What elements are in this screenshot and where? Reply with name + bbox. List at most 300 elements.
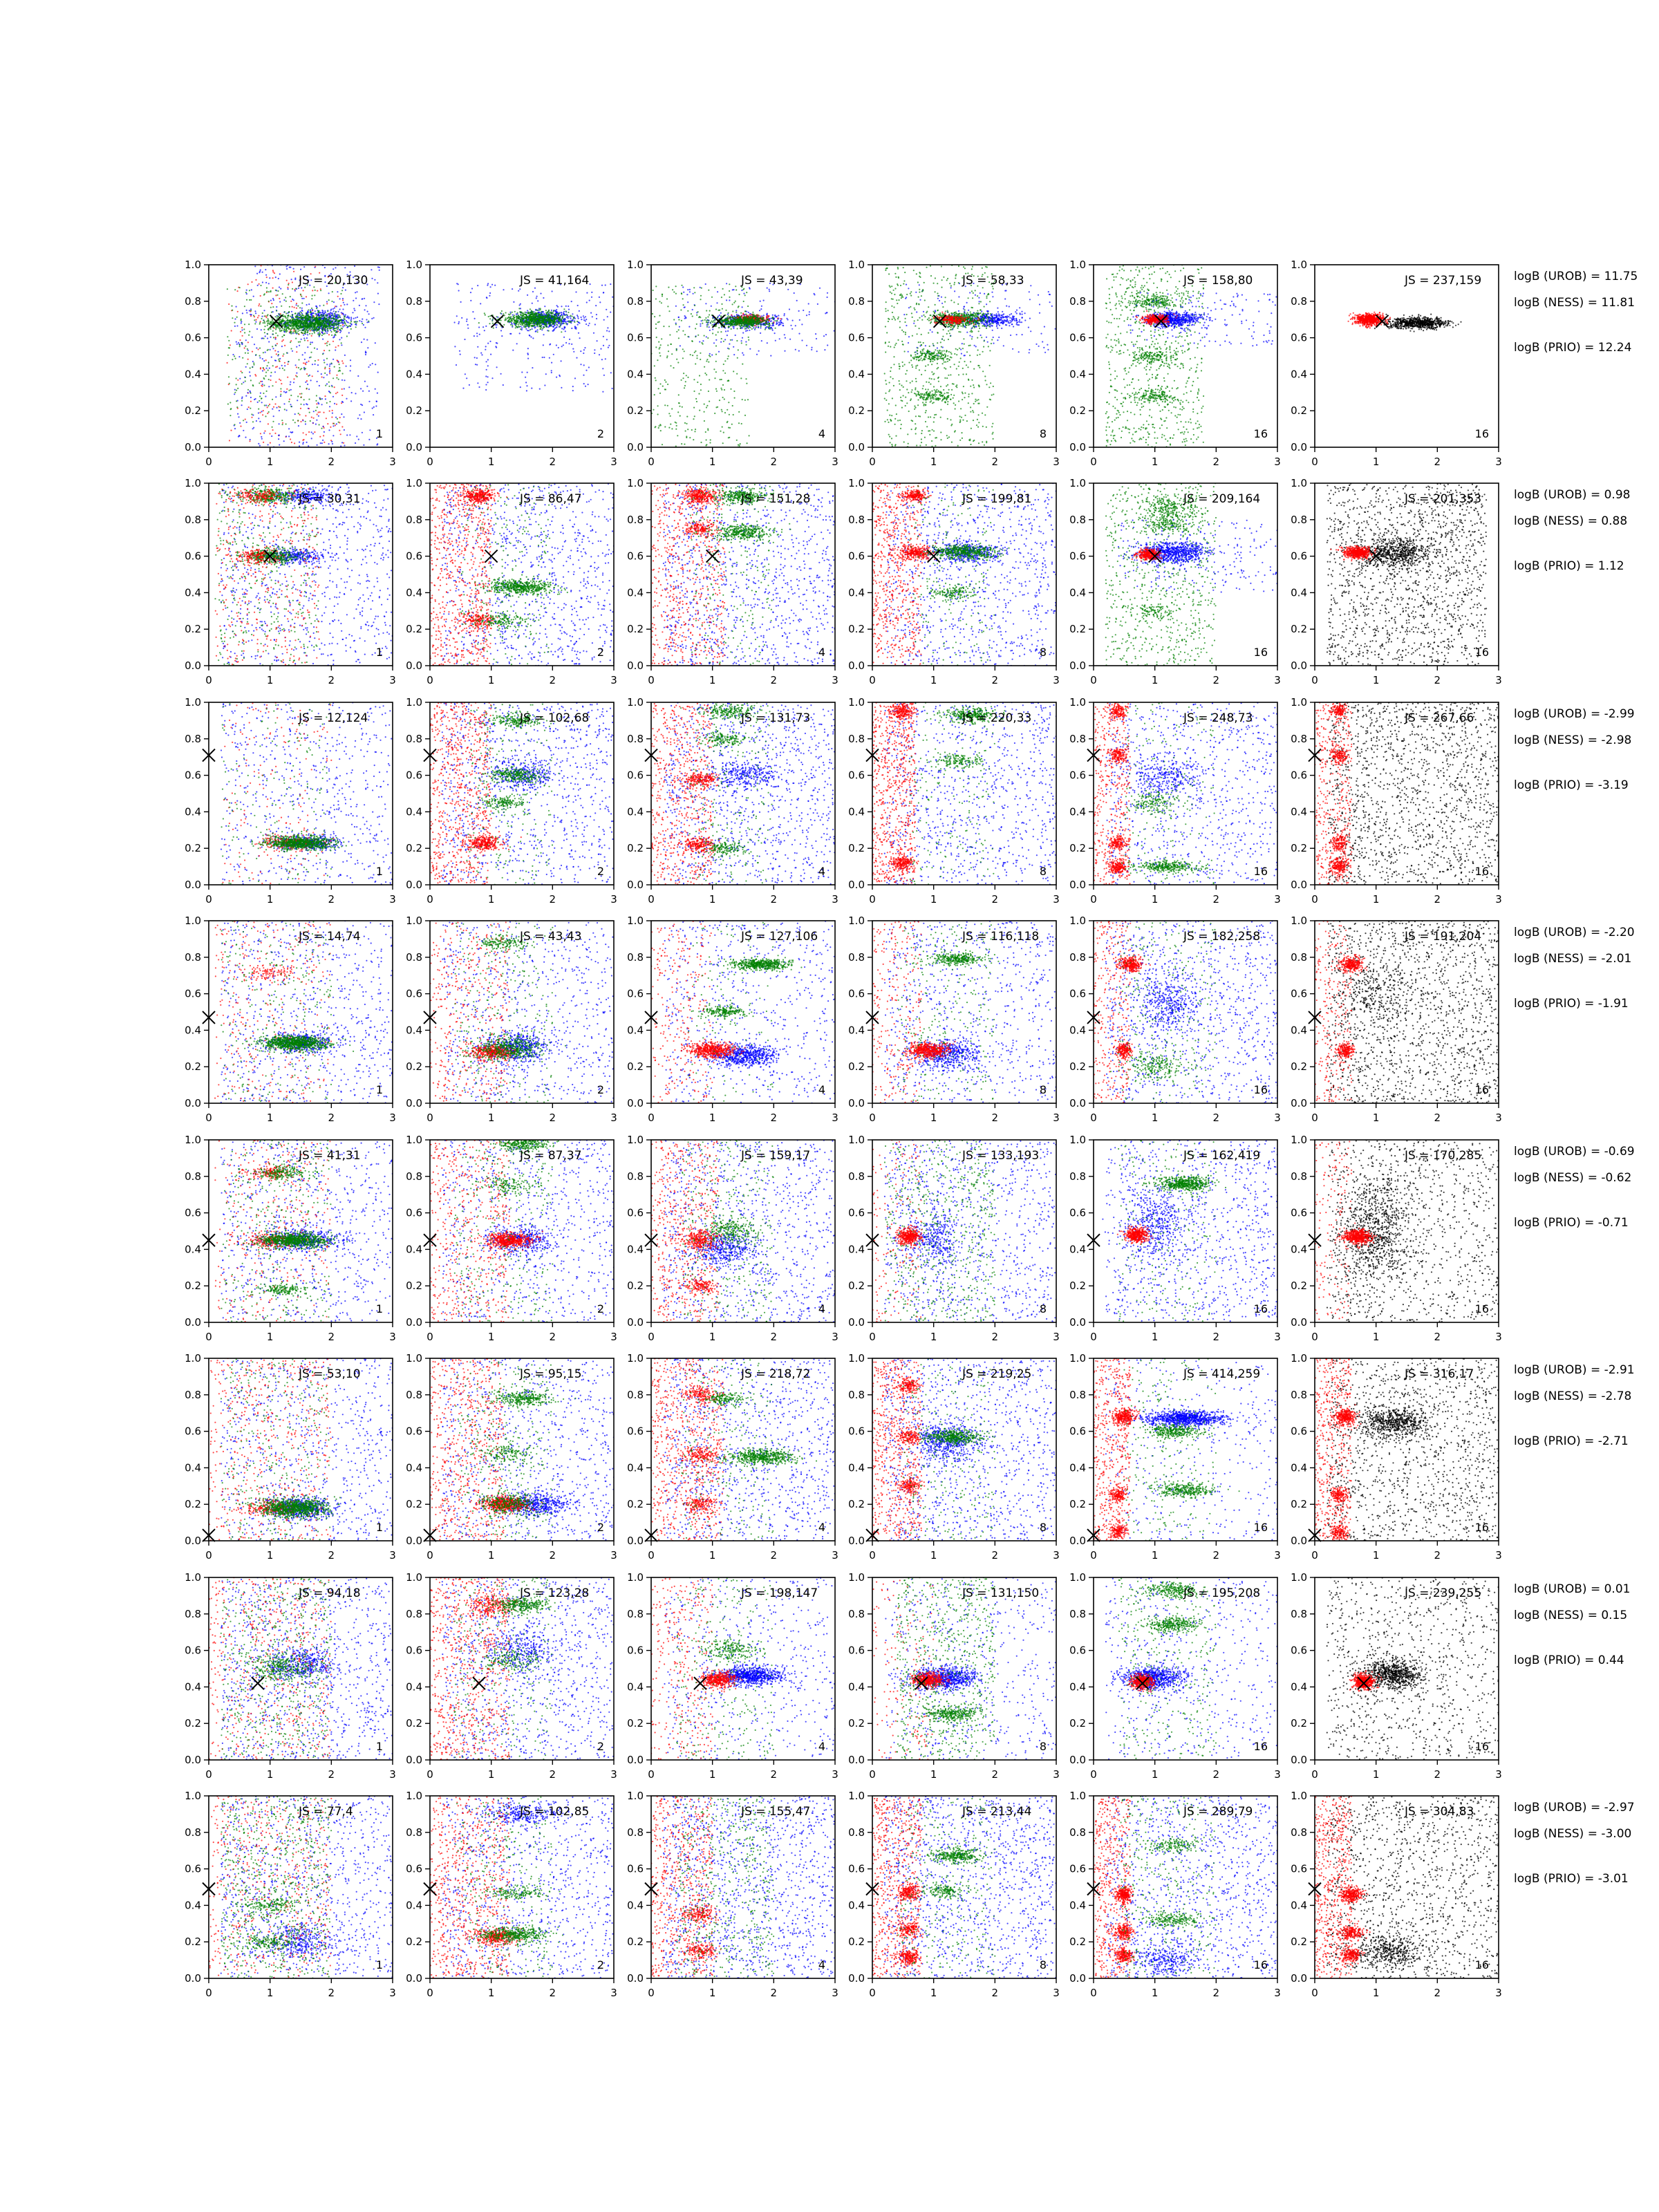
scatter-point <box>284 311 285 312</box>
scatter-point <box>266 291 268 292</box>
scatter-point <box>724 373 726 374</box>
scatter-point <box>687 429 688 430</box>
scatter-point <box>333 301 335 303</box>
scatter-point <box>260 306 261 307</box>
scatter-point <box>552 312 554 313</box>
scatter-point <box>329 401 330 402</box>
scatter-point <box>364 411 365 413</box>
scatter-point <box>700 295 702 297</box>
scatter-point <box>301 332 302 333</box>
scatter-point <box>245 353 246 354</box>
scatter-point <box>317 348 318 350</box>
scatter-point <box>334 366 335 368</box>
scatter-point <box>545 373 547 375</box>
scatter-point <box>237 290 238 292</box>
scatter-point <box>254 323 256 324</box>
scatter-point <box>341 321 342 323</box>
scatter-point <box>303 399 305 400</box>
scatter-point <box>561 331 562 332</box>
scatter-point <box>270 372 272 373</box>
scatter-point <box>377 293 379 294</box>
scatter-point <box>281 306 282 307</box>
scatter-point <box>340 293 341 294</box>
scatter-point <box>263 393 264 394</box>
scatter-point <box>662 294 663 295</box>
scatter-point <box>518 308 520 309</box>
scatter-point <box>275 276 276 278</box>
scatter-point <box>527 317 529 319</box>
scatter-point <box>782 325 784 326</box>
scatter-point <box>590 312 592 314</box>
scatter-point <box>294 328 295 329</box>
scatter-point <box>519 304 521 306</box>
scatter-point <box>349 434 350 435</box>
scatter-point <box>774 321 775 323</box>
scatter-point <box>732 310 733 312</box>
scatter-point <box>337 392 338 393</box>
scatter-point <box>332 435 334 436</box>
scatter-point <box>290 348 292 349</box>
scatter-point <box>531 388 532 389</box>
scatter-point <box>292 314 293 315</box>
scatter-point <box>281 383 282 384</box>
scatter-point <box>288 315 289 316</box>
scatter-point <box>671 408 673 409</box>
scatter-point <box>360 418 362 420</box>
scatter-point <box>245 437 246 438</box>
scatter-point <box>726 299 727 301</box>
scatter-point <box>458 290 460 291</box>
scatter-point <box>305 330 306 332</box>
scatter-point <box>312 320 314 321</box>
scatter-point <box>335 424 336 426</box>
scatter-point <box>298 425 299 427</box>
scatter-point <box>803 310 804 311</box>
scatter-point <box>306 337 308 339</box>
scatter-point <box>529 308 531 310</box>
scatter-point <box>339 298 341 299</box>
scatter-point <box>229 344 231 346</box>
scatter-point <box>534 327 536 328</box>
scatter-point <box>276 366 278 367</box>
scatter-point <box>297 420 299 421</box>
scatter-point <box>470 292 471 293</box>
scatter-point <box>521 371 523 373</box>
scatter-point <box>704 373 706 374</box>
scatter-point <box>268 386 270 387</box>
scatter-point <box>574 326 576 327</box>
scatter-point <box>331 335 332 336</box>
scatter-point <box>288 401 290 402</box>
scatter-point <box>317 328 319 330</box>
scatter-point <box>318 317 319 319</box>
scatter-point <box>300 404 301 405</box>
scatter-point <box>694 352 695 353</box>
scatter-point <box>503 313 504 315</box>
scatter-point <box>379 270 380 271</box>
scatter-point <box>720 388 722 389</box>
scatter-point <box>603 292 604 293</box>
scatter-point <box>586 292 588 294</box>
scatter-point <box>305 423 306 424</box>
scatter-point <box>548 315 550 317</box>
scatter-point <box>364 381 366 382</box>
scatter-point <box>253 362 254 364</box>
scatter-point <box>250 408 251 409</box>
scatter-point <box>780 318 781 319</box>
scatter-point <box>274 316 276 317</box>
scatter-point <box>227 403 229 404</box>
scatter-point <box>323 377 324 378</box>
scatter-point <box>664 426 666 427</box>
scatter-point <box>298 413 299 414</box>
scatter-point <box>540 319 541 320</box>
scatter-point <box>276 407 277 409</box>
scatter-point <box>489 295 490 297</box>
js-annotation: JS = 41,164 <box>519 274 589 288</box>
scatter-point <box>593 332 594 334</box>
scatter-point <box>350 365 351 366</box>
scatter-point <box>466 319 467 320</box>
scatter-point <box>523 325 525 326</box>
scatter-point <box>682 286 684 288</box>
scatter-point <box>558 320 559 321</box>
scatter-point <box>583 383 585 384</box>
scatter-point <box>662 386 664 387</box>
scatter-point <box>535 317 536 318</box>
scatter-point <box>827 344 828 346</box>
scatter-point <box>279 273 281 274</box>
scatter-point <box>298 367 299 368</box>
scatter-point <box>310 352 312 353</box>
scatter-point <box>297 332 298 334</box>
scatter-point <box>310 316 311 317</box>
scatter-point <box>735 335 736 336</box>
scatter-point <box>270 337 271 338</box>
scatter-point <box>232 354 234 355</box>
scatter-point <box>330 318 332 319</box>
scatter-point <box>250 393 251 394</box>
scatter-point <box>323 412 324 413</box>
scatter-point <box>529 325 530 326</box>
scatter-point <box>324 359 325 361</box>
scatter-point <box>538 318 539 319</box>
scatter-point <box>247 353 249 354</box>
scatter-point <box>335 311 337 312</box>
scatter-point <box>670 415 671 417</box>
scatter-point <box>535 324 536 325</box>
scatter-point <box>312 433 314 434</box>
scatter-point <box>742 399 743 400</box>
scatter-point <box>477 346 478 348</box>
scatter-point <box>256 273 258 274</box>
scatter-point <box>475 364 476 365</box>
scatter-point <box>460 353 461 355</box>
scatter-point <box>654 394 655 395</box>
scatter-point <box>362 298 363 299</box>
scatter-point <box>264 322 265 324</box>
scatter-point <box>760 308 762 310</box>
scatter-point <box>342 308 344 310</box>
scatter-point <box>305 421 306 422</box>
scatter-point <box>329 368 330 369</box>
scatter-point <box>301 298 303 299</box>
scatter-point <box>565 342 567 344</box>
scatter-point <box>332 413 333 414</box>
scatter-point <box>767 317 769 319</box>
scatter-point <box>332 359 334 360</box>
scatter-point <box>815 333 816 335</box>
scatter-point <box>329 373 330 374</box>
scatter-point <box>666 355 668 357</box>
scatter-point <box>337 326 338 328</box>
scatter-point <box>290 333 292 335</box>
scatter-point <box>277 335 279 336</box>
scatter-point <box>337 359 338 361</box>
scatter-point <box>529 315 531 317</box>
scatter-point <box>267 365 268 366</box>
scatter-point <box>329 370 330 371</box>
scatter-point <box>691 313 692 315</box>
scatter-point <box>265 372 267 373</box>
scatter-point <box>288 288 289 290</box>
scatter-point <box>263 319 265 321</box>
scatter-point <box>525 377 526 378</box>
scatter-point <box>719 315 720 316</box>
scatter-point <box>727 314 729 315</box>
scatter-point <box>720 341 722 343</box>
scatter-point <box>563 323 565 324</box>
scatter-point <box>566 317 568 318</box>
scatter-point <box>519 332 521 334</box>
scatter-point <box>543 317 545 319</box>
scatter-point <box>315 313 316 315</box>
scatter-point <box>282 355 283 357</box>
scatter-point <box>272 277 274 279</box>
scatter-point <box>561 360 562 362</box>
scatter-point <box>328 321 329 323</box>
scatter-point <box>300 397 301 398</box>
scatter-point <box>303 432 304 433</box>
scatter-point <box>315 360 316 362</box>
scatter-point <box>350 318 352 319</box>
scatter-point <box>333 423 335 424</box>
scatter-point <box>272 385 273 386</box>
scatter-point <box>733 371 734 372</box>
scatter-point <box>556 314 557 315</box>
scatter-point <box>505 312 507 313</box>
scatter-point <box>505 319 506 320</box>
scatter-point <box>736 340 738 341</box>
scatter-point <box>660 430 662 431</box>
scatter-point <box>283 440 285 442</box>
scatter-point <box>324 330 326 331</box>
scatter-point <box>263 378 265 379</box>
scatter-point <box>722 411 723 412</box>
scatter-point <box>472 311 474 312</box>
scatter-point <box>367 311 368 312</box>
scatter-point <box>275 327 276 328</box>
scatter-point <box>682 377 684 379</box>
scatter-point <box>817 303 818 305</box>
scatter-point <box>338 422 339 423</box>
scatter-point <box>251 413 252 415</box>
scatter-point <box>718 351 720 353</box>
scatter-point <box>668 427 670 429</box>
scatter-point <box>261 398 262 400</box>
scatter-point <box>319 328 321 329</box>
scatter-point <box>251 417 252 418</box>
scatter-point <box>515 320 516 321</box>
scatter-point <box>606 330 608 331</box>
scatter-point <box>669 334 671 335</box>
scatter-point <box>719 400 720 401</box>
scatter-point <box>496 316 498 317</box>
scatter-point <box>292 420 294 421</box>
scatter-point <box>532 337 534 339</box>
scatter-point <box>489 292 491 294</box>
scatter-point <box>654 316 655 317</box>
scatter-point <box>749 348 751 350</box>
scatter-point <box>596 318 597 319</box>
scatter-point <box>294 277 296 279</box>
scatter-point <box>297 330 299 332</box>
scatter-point <box>294 413 296 415</box>
scatter-point <box>699 341 700 342</box>
scatter-point <box>516 326 518 328</box>
scatter-point <box>487 283 489 284</box>
scatter-point <box>322 440 324 441</box>
scatter-point <box>299 341 301 342</box>
scatter-point <box>236 390 237 391</box>
scatter-point <box>567 315 568 316</box>
scatter-point <box>729 299 730 301</box>
scatter-point <box>308 328 310 330</box>
scatter-point <box>683 304 684 306</box>
scatter-point <box>313 331 315 332</box>
scatter-point <box>532 328 533 330</box>
scatter-point <box>599 301 601 303</box>
scatter-point <box>260 285 261 286</box>
scatter-point <box>739 444 740 446</box>
scatter-point <box>758 350 760 352</box>
scatter-point <box>375 405 377 406</box>
scatter-point <box>302 420 303 421</box>
scatter-point <box>476 364 478 366</box>
scatter-point <box>519 318 521 319</box>
scatter-point <box>578 332 579 334</box>
scatter-point <box>501 335 503 337</box>
scatter-point <box>744 400 746 401</box>
y-tick-label: 0.4 <box>406 368 422 380</box>
scatter-point <box>299 312 300 314</box>
scatter-point <box>336 306 337 307</box>
scatter-point <box>294 290 296 292</box>
scatter-point <box>659 355 661 357</box>
scatter-point <box>341 426 343 427</box>
scatter-point <box>530 336 532 337</box>
scatter-point <box>339 370 341 371</box>
scatter-point <box>245 419 246 420</box>
scatter-point <box>332 341 334 342</box>
scatter-point <box>531 313 532 315</box>
scatter-point <box>556 315 557 317</box>
scatter-point <box>303 298 305 299</box>
scatter-point <box>808 303 809 304</box>
scatter-point <box>344 318 345 319</box>
scatter-point <box>329 406 330 407</box>
scatter-point <box>252 366 253 368</box>
scatter-point <box>738 349 739 350</box>
scatter-point <box>324 350 325 351</box>
scatter-point <box>317 406 318 408</box>
scatter-point <box>303 323 304 324</box>
scatter-point <box>543 297 544 299</box>
scatter-point <box>315 318 316 319</box>
scatter-point <box>782 323 784 324</box>
scatter-point <box>368 439 370 440</box>
scatter-point <box>314 267 315 268</box>
scatter-point <box>236 325 238 326</box>
scatter-point <box>542 357 543 358</box>
scatter-point <box>551 362 552 364</box>
scatter-point <box>520 328 521 330</box>
scatter-point <box>252 337 253 338</box>
y-tick-label: 0.4 <box>185 368 201 380</box>
scatter-point <box>245 339 247 341</box>
scatter-point <box>671 353 673 355</box>
scatter-point <box>272 330 274 332</box>
scatter-point <box>340 325 341 326</box>
scatter-point <box>261 411 263 412</box>
scatter-point <box>827 292 828 294</box>
scatter-point <box>731 339 733 341</box>
scatter-point <box>259 421 261 422</box>
scatter-point <box>265 317 267 318</box>
scatter-point <box>341 413 342 415</box>
scatter-point <box>577 315 578 316</box>
scatter-point <box>290 330 292 332</box>
scatter-point <box>326 342 328 344</box>
scatter-point <box>328 313 330 315</box>
scatter-point <box>537 300 538 301</box>
scatter-point <box>320 290 321 291</box>
scatter-point <box>728 427 729 429</box>
scatter-point <box>264 315 265 317</box>
scatter-point <box>561 319 562 320</box>
scatter-point <box>536 312 538 314</box>
scatter-point <box>341 337 342 339</box>
scatter-point <box>268 379 270 380</box>
scatter-point <box>345 314 346 315</box>
scatter-point <box>270 379 271 381</box>
scatter-point <box>253 315 254 316</box>
scatter-point <box>272 306 274 308</box>
scatter-point <box>599 297 600 298</box>
scatter-point <box>658 341 659 343</box>
scatter-point <box>480 303 481 304</box>
scatter-point <box>285 315 286 317</box>
scatter-point <box>294 422 296 423</box>
scatter-point <box>545 321 547 322</box>
scatter-point <box>485 315 486 316</box>
scatter-point <box>559 319 560 320</box>
scatter-point <box>260 433 261 434</box>
scatter-point <box>246 422 247 423</box>
scatter-point <box>491 320 493 321</box>
scatter-point <box>760 315 761 317</box>
scatter-point <box>565 310 567 312</box>
